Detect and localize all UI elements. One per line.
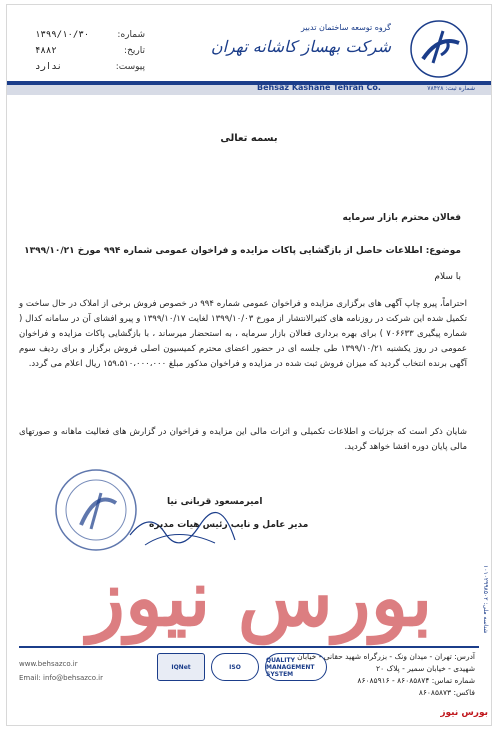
footer-address: آدرس: تهران - میدان ونک - بزرگراه شهید حقانی - خیابان شهیدی - خیابان سمیر - پلاک ۲۰	[297, 652, 475, 673]
date-label: تاریخ:	[124, 46, 145, 56]
body-paragraph-2: شایان ذکر است که جزئیات و اطلاعات تکمیلی و اثرات مالی این مزایده و فراخوان در گزارش های فعالیت ماهانه و صورتهای مالی پایان دوره افشا خواهد گردید.	[19, 427, 467, 452]
footer-address-block	[285, 651, 475, 699]
org-english-name: Behsaz Kashane Tehran Co.	[257, 83, 381, 92]
qms-cert-icon: QUALITY MANAGEMENT SYSTEM	[265, 653, 327, 681]
bourse-news-watermark	[87, 505, 433, 675]
company-logo-icon	[403, 15, 475, 81]
addressee: فعالان محترم بازار سرمایه	[342, 213, 461, 223]
body-paragraph-1: احتراماً، پیرو چاپ آگهی های برگزاری مزایده و فراخوان عمومی شماره ۹۹۴ در خصوص فروش برخی از املاک در حال ساخت و تکمیل شده این شرکت در روزنامه های کثیرالانتشار از مورخ ۱۳۹۹/۱۰/۰۳ لغایت ۱۳۹۹/۱۰/۱۷ و پیرو افشای آن در سامانه کدال ( شماره پیگیری ۷۰۶۶۳۳ ) برای بهره برداری فعالان بازار سرمایه ، به استحضار میرساند ، با بازگشایی پاکات مزایده و فراخوان عمومی در روز یکشنبه ۱۳۹۹/۱۰/۲۱ طی جلسه ای در حضور اعضای محترم کمیسیون اصلی فروش برگزار و برای ردیف سوم آگهی برنده انتخاب گردید که میزان فروش ثبت شده در مزایده و فراخوان مذکور مبلغ ۱۵۹،۵۱۰،۰۰۰،۰۰۰ ریال اعلام می گردد.	[19, 299, 467, 369]
attach-label: پیوست:	[115, 62, 145, 72]
org-subtitle: گروه توسعه ساختمان تدبیر	[300, 23, 391, 32]
subject-line: موضوع: اطلاعات حاصل از بازگشایی پاکات مزایده و فراخوان عمومی شماره ۹۹۴ مورخ ۱۳۹۹/۱۰/۲۱	[24, 246, 461, 256]
attach-value: ندارد	[35, 62, 63, 72]
date-value: ۴۸۸۲	[35, 46, 57, 56]
signer-name: امیرمسعود قربانی نیا	[167, 497, 263, 507]
greeting: با سلام	[434, 272, 461, 282]
iso-cert-icon: ISO	[211, 653, 259, 681]
iqnet-cert-icon: IQNet	[157, 653, 205, 681]
bismillah-heading: بسمه تعالی	[220, 133, 278, 144]
footer-phone: شماره تماس: ۸۶۰۸۵۸۷۴ - ۸۶۰۸۵۹۱۶	[357, 676, 475, 685]
number-label: شماره:	[117, 30, 145, 40]
watermark-text: بورس نیوز	[87, 553, 433, 644]
registration-number: شماره ثبت: ۷۸۴۲۸	[427, 85, 475, 92]
org-name: شرکت بهساز کاشانه تهران	[210, 37, 391, 56]
email-link[interactable]: Email: info@behsazco.ir	[19, 674, 103, 682]
national-id-note: شناسه ملی: ۱۰۱۰۲۹۹۸۵۰۲	[482, 565, 489, 634]
website-link[interactable]: www.behsazco.ir	[19, 660, 78, 668]
signer-title: مدیر عامل و نایب رئیس هیات مدیره	[149, 520, 309, 530]
letter-page	[6, 4, 492, 726]
letter-meta	[35, 27, 145, 75]
footer-contact	[19, 657, 103, 685]
footer-fax: فاکس: ۸۶۰۸۵۸۷۳	[418, 688, 475, 697]
header-bar	[7, 81, 491, 95]
bourse-news-brand: بورس نیوز	[440, 708, 488, 718]
number-value: ۱۳۹۹/۱۰/۳۰	[35, 30, 90, 40]
footer-divider	[19, 646, 479, 648]
